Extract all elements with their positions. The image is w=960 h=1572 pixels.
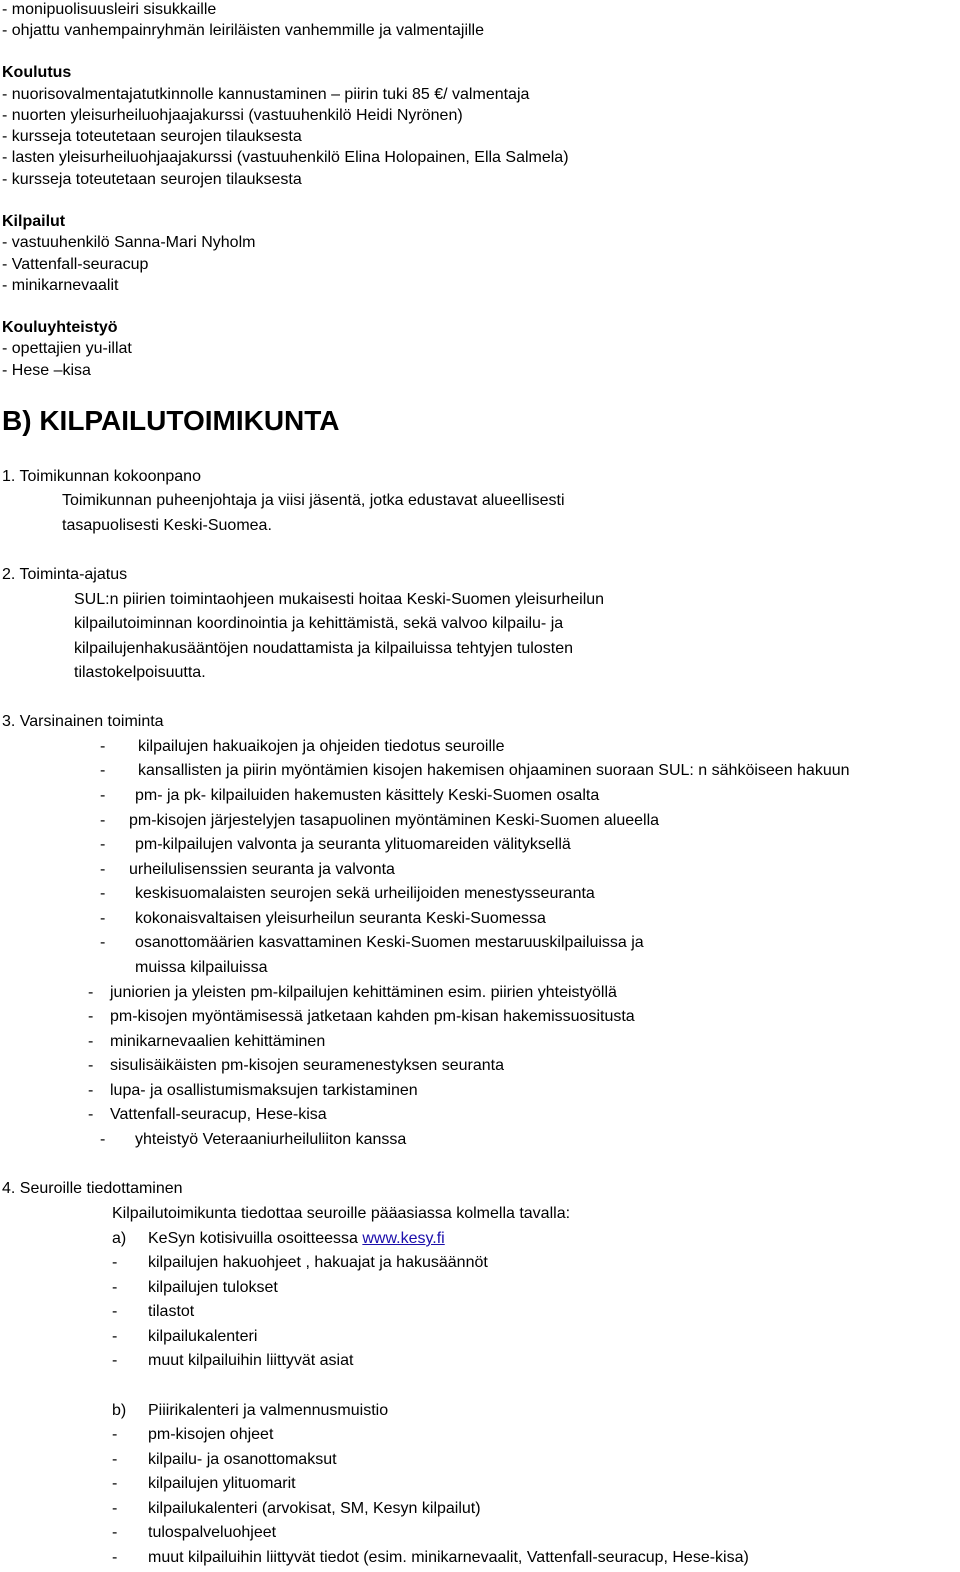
intro-item: - monipuolisuusleiri sisukkaille <box>2 1 217 18</box>
bullet-dash: - <box>112 1426 118 1443</box>
s4-intro: Kilpailutoimikunta tiedottaa seuroille pääasiassa kolmella tavalla: <box>112 1205 571 1222</box>
s4-a-item: kilpailujen tulokset <box>148 1279 278 1296</box>
s3-bullet: kokonaisvaltaisen yleisurheilun seuranta Keski-Suomessa <box>135 910 546 927</box>
s3-bullet: kilpailujen hakuaikojen ja ohjeiden tiedotus seuroille <box>138 738 505 755</box>
s4-b-item: kilpailujen ylituomarit <box>148 1475 296 1492</box>
bullet-dash: - <box>88 1033 94 1050</box>
bullet-dash: - <box>100 738 106 755</box>
s3-title: 3. Varsinainen toiminta <box>2 713 164 730</box>
s3-bullet: pm-kilpailujen valvonta ja seuranta ylituomareiden välityksellä <box>135 836 571 853</box>
koulutus-item: - lasten yleisurheiluohjaajakurssi (vastuuhenkilö Elina Holopainen, Ella Salmela) <box>2 149 569 166</box>
bullet-dash: - <box>88 1057 94 1074</box>
koulutus-heading: Koulutus <box>2 64 72 81</box>
s3-bullet: kansallisten ja piirin myöntämien kisojen hakemisen ohjaaminen suoraan SUL: n sähköiseen hakuun <box>138 762 850 779</box>
s3-bullet: keskisuomalaisten seurojen sekä urheilijoiden menestysseuranta <box>135 885 595 902</box>
s4-b-item: kilpailu- ja osanottomaksut <box>148 1451 337 1468</box>
s3-bullet: urheilulisenssien seuranta ja valvonta <box>129 861 395 878</box>
s4-a-text: KeSyn kotisivuilla osoitteessa <box>148 1230 358 1247</box>
kilpailut-item: - vastuuhenkilö Sanna-Mari Nyholm <box>2 234 256 251</box>
s4-a-item: kilpailujen hakuohjeet , hakuajat ja hakusäännöt <box>148 1254 488 1271</box>
s1-line: tasapuolisesti Keski-Suomea. <box>62 517 272 534</box>
koulutus-item: - kursseja toteutetaan seurojen tilauksesta <box>2 128 302 145</box>
s3-bullet: pm-kisojen järjestelyjen tasapuolinen myöntäminen Keski-Suomen alueella <box>129 812 660 829</box>
kouluyhteistyo-heading: Kouluyhteistyö <box>2 319 118 336</box>
bullet-dash: - <box>100 885 106 902</box>
s2-line: tilastokelpoisuutta. <box>74 664 206 681</box>
s3-bullet: lupa- ja osallistumismaksujen tarkistaminen <box>110 1082 418 1099</box>
s2-line: kilpailutoiminnan koordinointia ja kehittämistä, sekä valvoo kilpailu- ja <box>74 615 564 632</box>
s4-a-item: tilastot <box>148 1303 195 1320</box>
bullet-dash: - <box>88 984 94 1001</box>
s4-b-item: muut kilpailuihin liittyvät tiedot (esim. minikarnevaalit, Vattenfall-seuracup, Hese-kisa) <box>148 1549 749 1566</box>
bullet-dash: - <box>100 836 106 853</box>
s4-a-item: muut kilpailuihin liittyvät asiat <box>148 1352 354 1369</box>
kilpailut-item: - Vattenfall-seuracup <box>2 256 149 273</box>
bullet-dash: - <box>100 861 106 878</box>
kouluyhteistyo-item: - Hese –kisa <box>2 362 91 379</box>
s2-line: SUL:n piirien toimintaohjeen mukaisesti hoitaa Keski-Suomen yleisurheilun <box>74 591 605 608</box>
s1-title: 1. Toimikunnan kokoonpano <box>2 468 201 485</box>
s3-bullet: yhteistyö Veteraaniurheiluliiton kanssa <box>135 1131 407 1148</box>
section-b-title: B) KILPAILUTOIMIKUNTA <box>2 405 340 436</box>
s3-bullet: sisulisäikäisten pm-kisojen seuramenestyksen seuranta <box>110 1057 504 1074</box>
koulutus-item: - kursseja toteutetaan seurojen tilauksesta <box>2 171 302 188</box>
kouluyhteistyo-item: - opettajien yu-illat <box>2 340 132 357</box>
bullet-dash: - <box>112 1500 118 1517</box>
bullet-dash: - <box>100 787 106 804</box>
s3-bullet: osanottomäärien kasvattaminen Keski-Suomen mestaruuskilpailuissa ja <box>135 934 644 951</box>
bullet-dash: - <box>112 1279 118 1296</box>
koulutus-item: - nuorten yleisurheiluohjaajakurssi (vastuuhenkilö Heidi Nyrönen) <box>2 107 463 124</box>
bullet-dash: - <box>88 1106 94 1123</box>
bullet-dash: - <box>88 1082 94 1099</box>
s4-a-heading <box>148 1229 445 1249</box>
bullet-dash: - <box>112 1328 118 1345</box>
s3-bullet-cont: muissa kilpailuissa <box>135 959 268 976</box>
s4-b-heading: Piiirikalenteri ja valmennusmuistio <box>148 1402 389 1419</box>
bullet-dash: - <box>100 812 106 829</box>
bullet-dash: - <box>100 1131 106 1148</box>
s2-line: kilpailujenhakusääntöjen noudattamista ja kilpailuissa tehtyjen tulosten <box>74 640 573 657</box>
koulutus-item: - nuorisovalmentajatutkinnolle kannustaminen – piirin tuki 85 €/ valmentaja <box>2 86 530 103</box>
bullet-dash: - <box>112 1254 118 1271</box>
intro-item: - ohjattu vanhempainryhmän leiriläisten vanhemmille ja valmentajille <box>2 22 485 39</box>
bullet-dash: - <box>100 934 106 951</box>
s4-a-item: kilpailukalenteri <box>148 1328 258 1345</box>
bullet-dash: - <box>112 1524 118 1541</box>
s4-title: 4. Seuroille tiedottaminen <box>2 1180 183 1197</box>
bullet-dash: - <box>112 1475 118 1492</box>
kilpailut-heading: Kilpailut <box>2 213 66 230</box>
s4-b-item: pm-kisojen ohjeet <box>148 1426 274 1443</box>
s3-bullet: Vattenfall-seuracup, Hese-kisa <box>110 1106 327 1123</box>
s3-bullet: juniorien ja yleisten pm-kilpailujen kehittäminen esim. piirien yhteistyöllä <box>110 984 617 1001</box>
bullet-dash: - <box>100 762 106 779</box>
bullet-dash: - <box>112 1303 118 1320</box>
bullet-dash: - <box>112 1451 118 1468</box>
s3-bullet: pm-kisojen myöntämisessä jatketaan kahden pm-kisan hakemissuositusta <box>110 1008 635 1025</box>
s3-bullet: pm- ja pk- kilpailuiden hakemusten käsittely Keski-Suomen osalta <box>135 787 600 804</box>
s1-line: Toimikunnan puheenjohtaja ja viisi jäsentä, jotka edustavat alueellisesti <box>62 492 565 509</box>
bullet-dash: - <box>88 1008 94 1025</box>
s2-title: 2. Toiminta-ajatus <box>2 566 128 583</box>
bullet-dash: - <box>112 1352 118 1369</box>
s4-a-label: a) <box>112 1230 127 1247</box>
kilpailut-item: - minikarnevaalit <box>2 277 119 294</box>
kesy-link[interactable]: www.kesy.fi <box>362 1230 445 1247</box>
s3-bullet: minikarnevaalien kehittäminen <box>110 1033 326 1050</box>
s4-b-item: kilpailukalenteri (arvokisat, SM, Kesyn kilpailut) <box>148 1500 481 1517</box>
s4-b-label: b) <box>112 1402 127 1419</box>
bullet-dash: - <box>112 1549 118 1566</box>
s4-b-item: tulospalveluohjeet <box>148 1524 277 1541</box>
bullet-dash: - <box>100 910 106 927</box>
